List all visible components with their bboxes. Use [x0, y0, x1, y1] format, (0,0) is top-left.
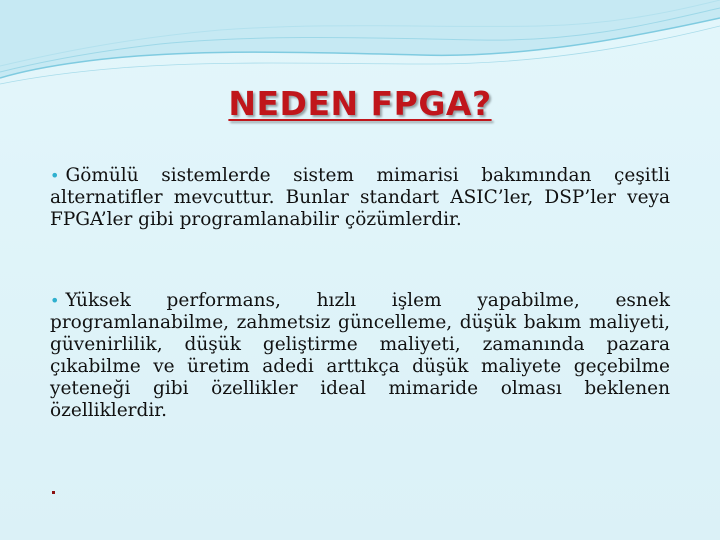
bullet-dot-icon: • — [50, 166, 60, 185]
paragraph-1 — [50, 165, 670, 231]
paragraph-2 — [50, 290, 670, 422]
empty-bullet-marker — [52, 491, 55, 494]
paragraph-2-text: Yüksek performans, hızlı işlem yapabilme, esnek programlanabilme, zahmetsiz güncelleme, düşük bakım maliyeti, güvenirlilik, düşük geliştirme maliyeti, zamanında pazara çıkabilme ve üretim adedi arttıkça düşük maliyete geçebilme yeteneği gibi özellikler ideal mimaride olması beklenen özelliklerdir. — [50, 290, 670, 421]
slide-title — [0, 84, 720, 123]
bullet-dot-icon: • — [50, 291, 60, 310]
slide-title-text: NEDEN FPGA? — [228, 84, 492, 123]
paragraph-1-text: Gömülü sistemlerde sistem mimarisi bakımından çeşitli alternatifler mevcuttur. Bunlar standart ASIC’ler, DSP’ler veya FPGA’ler gibi programlanabilir çözümlerdir. — [50, 165, 670, 230]
wave-decoration-icon — [0, 0, 720, 90]
